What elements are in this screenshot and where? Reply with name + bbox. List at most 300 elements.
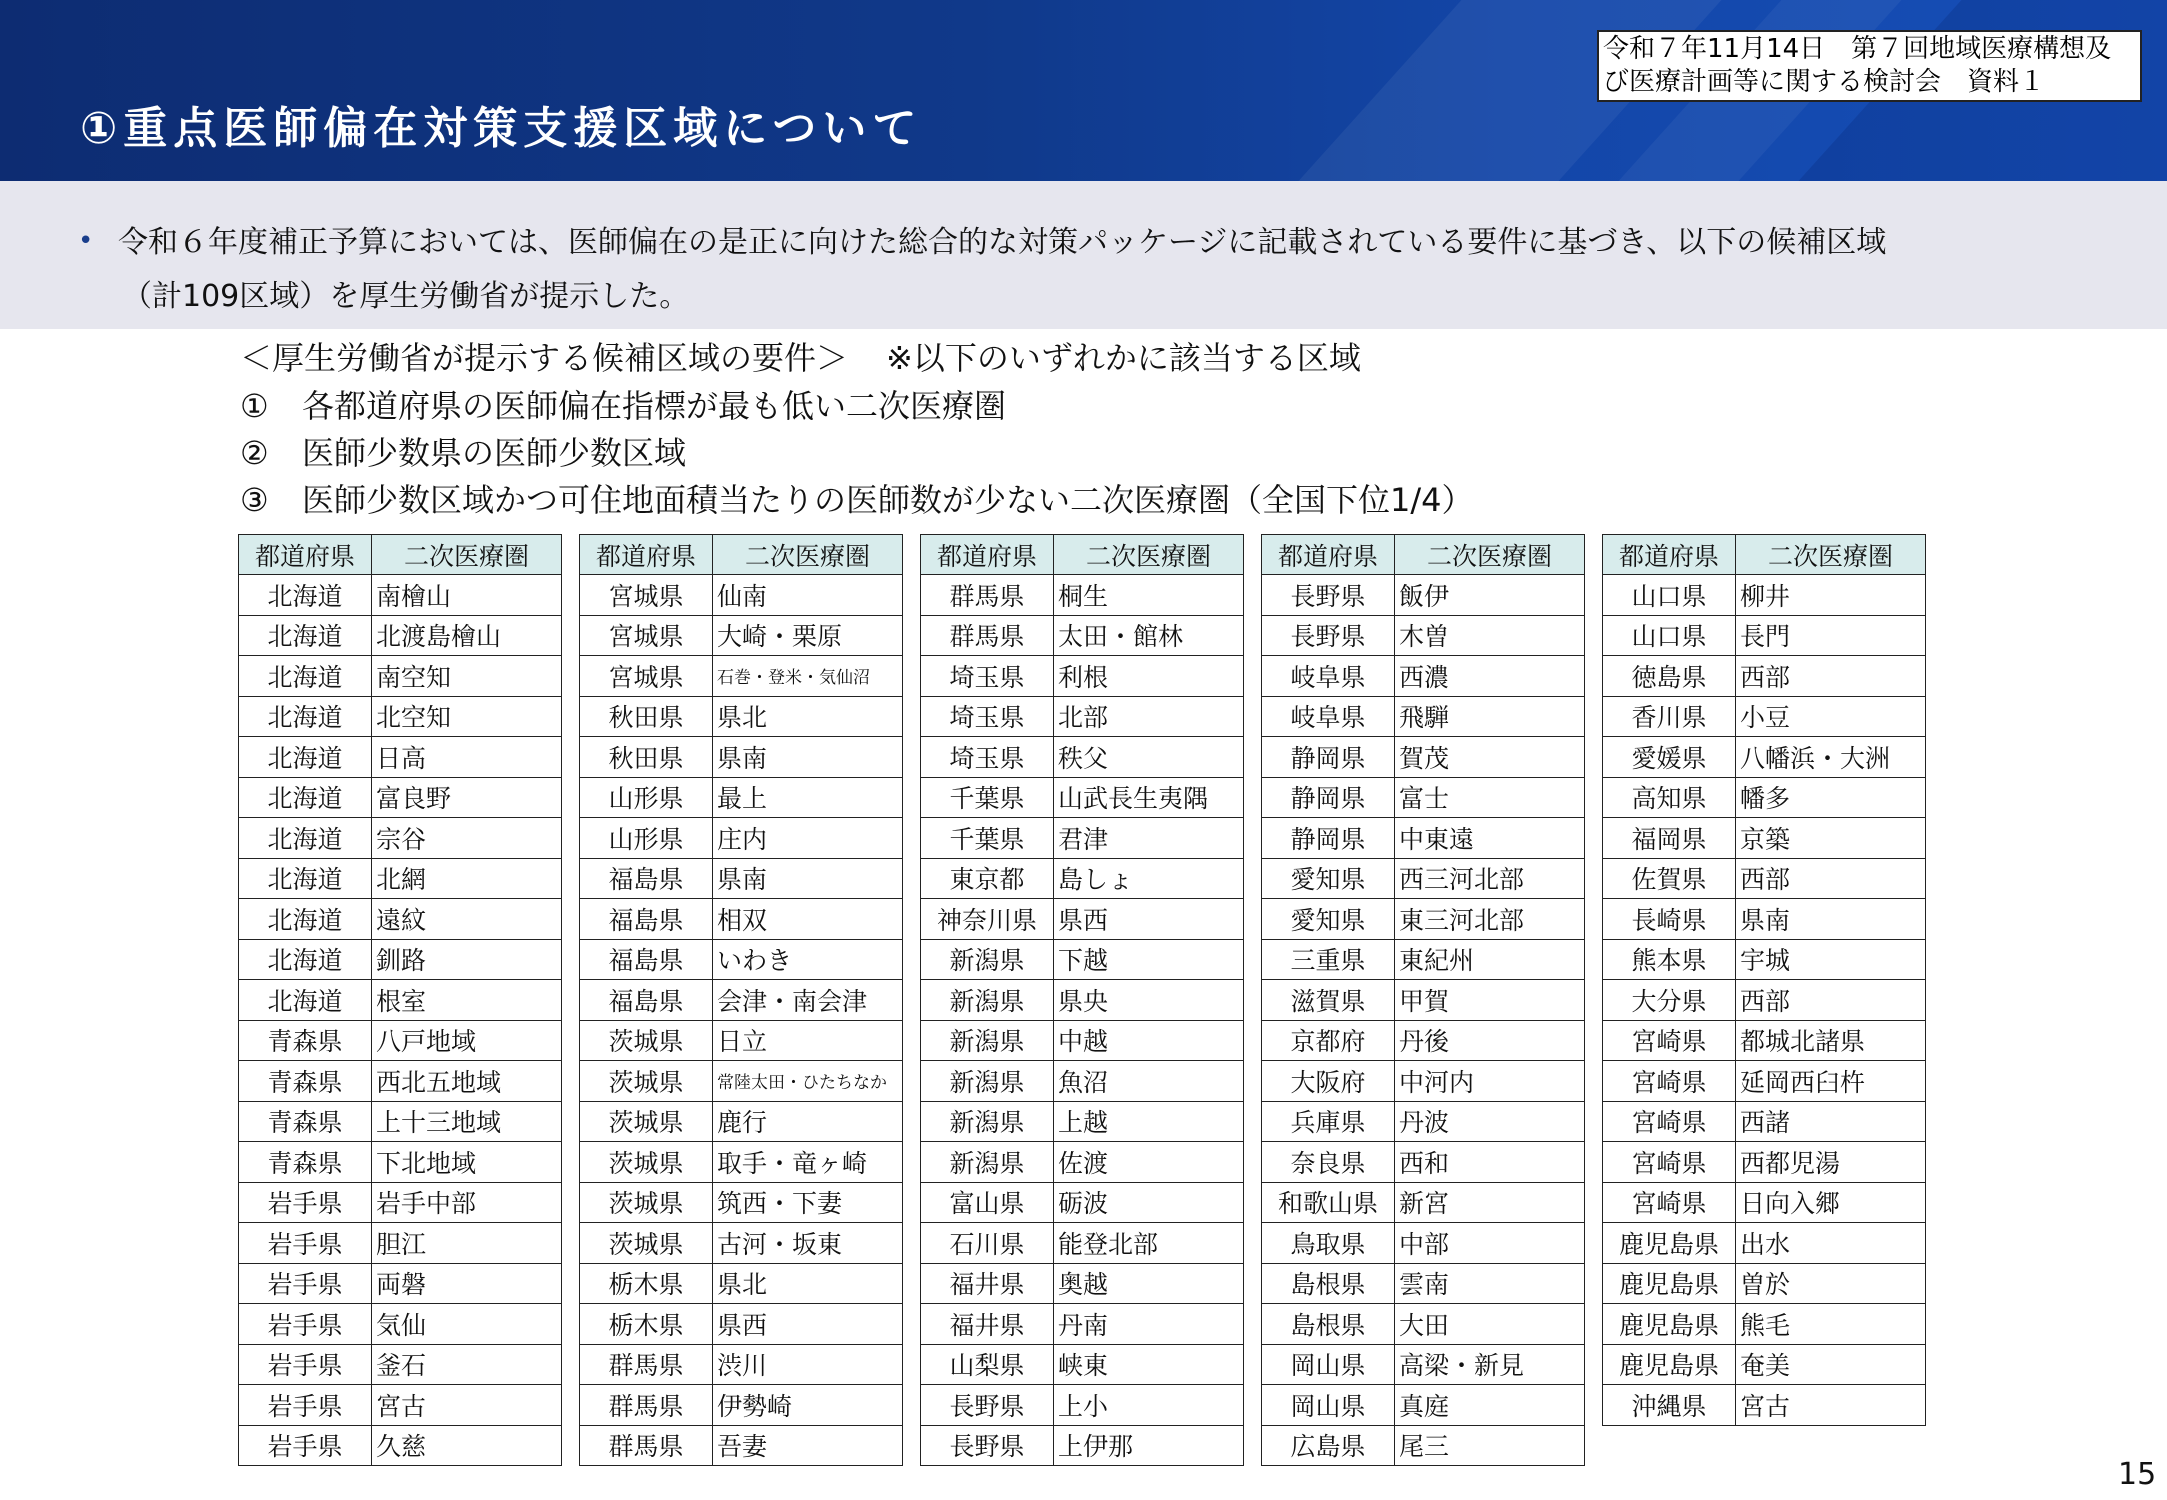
- criteria-number: ②: [240, 434, 269, 472]
- meeting-note-line: 令和７年11月14日 第７回地域医療構想及: [1603, 34, 2112, 64]
- area-cell: 渋川: [713, 1344, 903, 1385]
- prefecture-cell: 茨城県: [580, 1182, 713, 1223]
- area-cell: 下北地域: [372, 1142, 562, 1183]
- table-row: [1603, 1304, 1926, 1345]
- prefecture-cell: 北海道: [239, 858, 372, 899]
- table-row: [1603, 1385, 1926, 1426]
- table-row: [580, 575, 903, 616]
- table-row: [921, 615, 1244, 656]
- area-cell: 上十三地域: [372, 1101, 562, 1142]
- table-header-row: [921, 535, 1244, 575]
- area-cell: 八戸地域: [372, 1020, 562, 1061]
- table-row: [921, 737, 1244, 778]
- area-cell: 東紀州: [1395, 939, 1585, 980]
- prefecture-cell: 群馬県: [580, 1385, 713, 1426]
- table-row: [921, 980, 1244, 1021]
- area-cell: 能登北部: [1054, 1223, 1244, 1264]
- table-row: [580, 899, 903, 940]
- area-cell: 富士: [1395, 777, 1585, 818]
- prefecture-cell: 静岡県: [1262, 737, 1395, 778]
- prefecture-cell: 長崎県: [1603, 899, 1736, 940]
- area-cell: 最上: [713, 777, 903, 818]
- prefecture-cell: 滋賀県: [1262, 980, 1395, 1021]
- area-cell: 幡多: [1736, 777, 1926, 818]
- area-cell: 宮古: [372, 1385, 562, 1426]
- table-row: [1603, 1263, 1926, 1304]
- table-row: [1603, 737, 1926, 778]
- area-cell: 魚沼: [1054, 1061, 1244, 1102]
- area-cell: 古河・坂東: [713, 1223, 903, 1264]
- prefecture-cell: 熊本県: [1603, 939, 1736, 980]
- area-cell: 西北五地域: [372, 1061, 562, 1102]
- table-row: [239, 939, 562, 980]
- area-cell: 丹後: [1395, 1020, 1585, 1061]
- area-cell: 出水: [1736, 1223, 1926, 1264]
- criteria-note: ※以下のいずれかに該当する区域: [886, 339, 1361, 377]
- table-row: [1603, 939, 1926, 980]
- prefecture-cell: 栃木県: [580, 1304, 713, 1345]
- prefecture-cell: 埼玉県: [921, 737, 1054, 778]
- area-cell: 北空知: [372, 696, 562, 737]
- area-cell: 北渡島檜山: [372, 615, 562, 656]
- area-cell: 日高: [372, 737, 562, 778]
- prefecture-cell: 新潟県: [921, 980, 1054, 1021]
- table-row: [921, 1425, 1244, 1466]
- prefecture-cell: 静岡県: [1262, 818, 1395, 859]
- prefecture-cell: 広島県: [1262, 1425, 1395, 1466]
- prefecture-cell: 香川県: [1603, 696, 1736, 737]
- header-area: 二次医療圏: [713, 535, 903, 575]
- table-row: [580, 1344, 903, 1385]
- prefecture-cell: 宮崎県: [1603, 1061, 1736, 1102]
- area-cell: 北部: [1054, 696, 1244, 737]
- area-cell: 鹿行: [713, 1101, 903, 1142]
- table-row: [1603, 980, 1926, 1021]
- table-row: [921, 818, 1244, 859]
- area-cell: 柳井: [1736, 575, 1926, 616]
- area-cell: 県央: [1054, 980, 1244, 1021]
- prefecture-cell: 和歌山県: [1262, 1182, 1395, 1223]
- area-cell: 県西: [1054, 899, 1244, 940]
- prefecture-cell: 岩手県: [239, 1182, 372, 1223]
- table-row: [1262, 1344, 1585, 1385]
- prefecture-cell: 兵庫県: [1262, 1101, 1395, 1142]
- table-row: [921, 656, 1244, 697]
- prefecture-cell: 奈良県: [1262, 1142, 1395, 1183]
- prefecture-cell: 茨城県: [580, 1142, 713, 1183]
- prefecture-cell: 新潟県: [921, 1101, 1054, 1142]
- criteria-item: [240, 478, 1474, 522]
- table-header-row: [1262, 535, 1585, 575]
- prefecture-cell: 岐阜県: [1262, 656, 1395, 697]
- prefecture-cell: 新潟県: [921, 1020, 1054, 1061]
- area-cell: 両磐: [372, 1263, 562, 1304]
- area-cell: 上伊那: [1054, 1425, 1244, 1466]
- table-row: [1262, 615, 1585, 656]
- table-row: [580, 1142, 903, 1183]
- area-cell: 相双: [713, 899, 903, 940]
- area-cell: 北網: [372, 858, 562, 899]
- region-table: [1602, 534, 1926, 1426]
- prefecture-cell: 青森県: [239, 1101, 372, 1142]
- meeting-note: [1597, 30, 2142, 102]
- area-cell: 長門: [1736, 615, 1926, 656]
- prefecture-cell: 茨城県: [580, 1020, 713, 1061]
- area-cell: 桐生: [1054, 575, 1244, 616]
- table-row: [1262, 575, 1585, 616]
- prefecture-cell: 福井県: [921, 1263, 1054, 1304]
- prefecture-cell: 岡山県: [1262, 1385, 1395, 1426]
- area-cell: 都城北諸県: [1736, 1020, 1926, 1061]
- prefecture-cell: 秋田県: [580, 737, 713, 778]
- table-row: [921, 1263, 1244, 1304]
- table-row: [1603, 858, 1926, 899]
- table-row: [239, 1182, 562, 1223]
- header-area: 二次医療圏: [1054, 535, 1244, 575]
- table-row: [239, 980, 562, 1021]
- prefecture-cell: 福島県: [580, 939, 713, 980]
- area-cell: 飯伊: [1395, 575, 1585, 616]
- table-row: [1262, 696, 1585, 737]
- prefecture-cell: 岩手県: [239, 1304, 372, 1345]
- table-row: [1262, 656, 1585, 697]
- table-row: [580, 1223, 903, 1264]
- prefecture-cell: 愛知県: [1262, 899, 1395, 940]
- page-number: 15: [2118, 1457, 2157, 1492]
- area-cell: 宗谷: [372, 818, 562, 859]
- area-cell: 奄美: [1736, 1344, 1926, 1385]
- prefecture-cell: 茨城県: [580, 1101, 713, 1142]
- table-row: [239, 1061, 562, 1102]
- area-cell: 尾三: [1395, 1425, 1585, 1466]
- prefecture-cell: 長野県: [1262, 615, 1395, 656]
- table-row: [921, 1304, 1244, 1345]
- table-row: [239, 737, 562, 778]
- area-cell: 雲南: [1395, 1263, 1585, 1304]
- table-row: [921, 777, 1244, 818]
- prefecture-cell: 静岡県: [1262, 777, 1395, 818]
- area-cell: 東三河北部: [1395, 899, 1585, 940]
- prefecture-cell: 山口県: [1603, 615, 1736, 656]
- table-row: [1262, 1142, 1585, 1183]
- prefecture-cell: 山形県: [580, 777, 713, 818]
- prefecture-cell: 島根県: [1262, 1263, 1395, 1304]
- prefecture-cell: 愛知県: [1262, 858, 1395, 899]
- table-row: [921, 1020, 1244, 1061]
- area-cell: 八幡浜・大洲: [1736, 737, 1926, 778]
- area-cell: 太田・館林: [1054, 615, 1244, 656]
- prefecture-cell: 鹿児島県: [1603, 1223, 1736, 1264]
- area-cell: 真庭: [1395, 1385, 1585, 1426]
- area-cell: 佐渡: [1054, 1142, 1244, 1183]
- table-row: [1262, 737, 1585, 778]
- prefecture-cell: 岩手県: [239, 1425, 372, 1466]
- area-cell: 西和: [1395, 1142, 1585, 1183]
- header-area: 二次医療圏: [1395, 535, 1585, 575]
- prefecture-cell: 愛媛県: [1603, 737, 1736, 778]
- table-row: [580, 980, 903, 1021]
- table-row: [239, 615, 562, 656]
- area-cell: 遠紋: [372, 899, 562, 940]
- prefecture-cell: 石川県: [921, 1223, 1054, 1264]
- area-cell: 南檜山: [372, 575, 562, 616]
- table-row: [1603, 1182, 1926, 1223]
- area-cell: 筑西・下妻: [713, 1182, 903, 1223]
- area-cell: 砺波: [1054, 1182, 1244, 1223]
- prefecture-cell: 福岡県: [1603, 818, 1736, 859]
- area-cell: 吾妻: [713, 1425, 903, 1466]
- prefecture-cell: 大阪府: [1262, 1061, 1395, 1102]
- prefecture-cell: 北海道: [239, 696, 372, 737]
- table-row: [239, 696, 562, 737]
- prefecture-cell: 東京都: [921, 858, 1054, 899]
- prefecture-cell: 徳島県: [1603, 656, 1736, 697]
- area-cell: 胆江: [372, 1223, 562, 1264]
- table-row: [1262, 1223, 1585, 1264]
- prefecture-cell: 栃木県: [580, 1263, 713, 1304]
- prefecture-cell: 岩手県: [239, 1385, 372, 1426]
- prefecture-cell: 宮崎県: [1603, 1101, 1736, 1142]
- prefecture-cell: 青森県: [239, 1142, 372, 1183]
- table-row: [239, 858, 562, 899]
- prefecture-cell: 長野県: [1262, 575, 1395, 616]
- table-row: [239, 1344, 562, 1385]
- prefecture-cell: 大分県: [1603, 980, 1736, 1021]
- table-row: [580, 1385, 903, 1426]
- region-table: [1261, 534, 1585, 1466]
- page-title: ①重点医師偏在対策支援区域について: [80, 103, 923, 154]
- area-cell: 伊勢崎: [713, 1385, 903, 1426]
- area-cell: 常陸太田・ひたちなか: [713, 1061, 903, 1102]
- area-cell: 中河内: [1395, 1061, 1585, 1102]
- area-cell: 中部: [1395, 1223, 1585, 1264]
- area-cell: 県北: [713, 1263, 903, 1304]
- criteria-number: ①: [240, 387, 269, 425]
- prefecture-cell: 青森県: [239, 1020, 372, 1061]
- table-row: [580, 1020, 903, 1061]
- table-row: [239, 1101, 562, 1142]
- prefecture-cell: 岩手県: [239, 1223, 372, 1264]
- meeting-note-line: び医療計画等に関する検討会 資料１: [1603, 67, 2046, 97]
- prefecture-cell: 鹿児島県: [1603, 1344, 1736, 1385]
- table-row: [580, 818, 903, 859]
- area-cell: 奥越: [1054, 1263, 1244, 1304]
- table-row: [239, 1385, 562, 1426]
- table-row: [580, 656, 903, 697]
- area-cell: 県南: [713, 858, 903, 899]
- prefecture-cell: 京都府: [1262, 1020, 1395, 1061]
- table-row: [1262, 1020, 1585, 1061]
- area-cell: 君津: [1054, 818, 1244, 859]
- prefecture-cell: 北海道: [239, 575, 372, 616]
- prefecture-cell: 沖縄県: [1603, 1385, 1736, 1426]
- area-cell: 県南: [713, 737, 903, 778]
- criteria-item: [240, 431, 686, 475]
- prefecture-cell: 佐賀県: [1603, 858, 1736, 899]
- table-header-row: [1603, 535, 1926, 575]
- area-cell: 丹波: [1395, 1101, 1585, 1142]
- table-row: [239, 575, 562, 616]
- header-prefecture: 都道府県: [921, 535, 1054, 575]
- area-cell: 上越: [1054, 1101, 1244, 1142]
- prefecture-cell: 北海道: [239, 818, 372, 859]
- area-cell: 秩父: [1054, 737, 1244, 778]
- area-cell: 久慈: [372, 1425, 562, 1466]
- area-cell: 仙南: [713, 575, 903, 616]
- table-row: [580, 1182, 903, 1223]
- table-row: [580, 1061, 903, 1102]
- area-cell: 上小: [1054, 1385, 1244, 1426]
- prefecture-cell: 長野県: [921, 1425, 1054, 1466]
- area-cell: 宇城: [1736, 939, 1926, 980]
- prefecture-cell: 埼玉県: [921, 656, 1054, 697]
- prefecture-cell: 北海道: [239, 737, 372, 778]
- criteria-title: ＜厚生労働省が提示する候補区域の要件＞: [240, 339, 849, 377]
- table-row: [239, 1142, 562, 1183]
- area-cell: 会津・南会津: [713, 980, 903, 1021]
- prefecture-cell: 岐阜県: [1262, 696, 1395, 737]
- prefecture-cell: 群馬県: [580, 1425, 713, 1466]
- area-cell: 県西: [713, 1304, 903, 1345]
- prefecture-cell: 北海道: [239, 980, 372, 1021]
- area-cell: 大崎・栗原: [713, 615, 903, 656]
- table-row: [1262, 1425, 1585, 1466]
- table-row: [580, 1101, 903, 1142]
- area-cell: 島しょ: [1054, 858, 1244, 899]
- table-row: [1603, 656, 1926, 697]
- table-row: [1262, 818, 1585, 859]
- prefecture-cell: 茨城県: [580, 1223, 713, 1264]
- area-cell: 甲賀: [1395, 980, 1585, 1021]
- prefecture-cell: 三重県: [1262, 939, 1395, 980]
- area-cell: 高梁・新見: [1395, 1344, 1585, 1385]
- prefecture-cell: 高知県: [1603, 777, 1736, 818]
- area-cell: 中東遠: [1395, 818, 1585, 859]
- area-cell: 気仙: [372, 1304, 562, 1345]
- table-row: [1262, 899, 1585, 940]
- table-row: [1603, 818, 1926, 859]
- area-cell: 西部: [1736, 858, 1926, 899]
- prefecture-cell: 島根県: [1262, 1304, 1395, 1345]
- prefecture-cell: 茨城県: [580, 1061, 713, 1102]
- prefecture-cell: 山形県: [580, 818, 713, 859]
- prefecture-cell: 福井県: [921, 1304, 1054, 1345]
- criteria-text: 各都道府県の医師偏在指標が最も低い二次医療圏: [302, 387, 1007, 425]
- area-cell: 岩手中部: [372, 1182, 562, 1223]
- prefecture-cell: 岩手県: [239, 1344, 372, 1385]
- table-row: [1262, 1101, 1585, 1142]
- prefecture-cell: 北海道: [239, 777, 372, 818]
- table-row: [239, 1223, 562, 1264]
- criteria-number: ③: [240, 481, 269, 519]
- area-cell: 西三河北部: [1395, 858, 1585, 899]
- area-cell: 西諸: [1736, 1101, 1926, 1142]
- region-table: [920, 534, 1244, 1466]
- table-row: [239, 1263, 562, 1304]
- table-row: [1603, 1223, 1926, 1264]
- summary-line: 令和６年度補正予算においては、医師偏在の是正に向けた総合的な対策パッケージに記載されている要件に基づき、以下の候補区域: [118, 225, 1887, 260]
- header-prefecture: 都道府県: [580, 535, 713, 575]
- prefecture-cell: 岩手県: [239, 1263, 372, 1304]
- criteria-text: 医師少数県の医師少数区域: [302, 434, 687, 472]
- prefecture-cell: 北海道: [239, 939, 372, 980]
- prefecture-cell: 山口県: [1603, 575, 1736, 616]
- prefecture-cell: 北海道: [239, 656, 372, 697]
- bullet-icon: •: [78, 226, 94, 256]
- prefecture-cell: 福島県: [580, 899, 713, 940]
- area-cell: 西部: [1736, 656, 1926, 697]
- area-cell: 木曽: [1395, 615, 1585, 656]
- criteria-item: [240, 384, 1006, 428]
- area-cell: 根室: [372, 980, 562, 1021]
- table-row: [1603, 696, 1926, 737]
- area-cell: 石巻・登米・気仙沼: [713, 656, 903, 697]
- table-row: [580, 858, 903, 899]
- prefecture-cell: 神奈川県: [921, 899, 1054, 940]
- prefecture-cell: 富山県: [921, 1182, 1054, 1223]
- area-cell: 釧路: [372, 939, 562, 980]
- table-row: [580, 939, 903, 980]
- area-cell: 小豆: [1736, 696, 1926, 737]
- prefecture-cell: 新潟県: [921, 1061, 1054, 1102]
- table-row: [1262, 1061, 1585, 1102]
- table-row: [239, 1304, 562, 1345]
- prefecture-cell: 群馬県: [921, 615, 1054, 656]
- prefecture-cell: 北海道: [239, 899, 372, 940]
- area-cell: 中越: [1054, 1020, 1244, 1061]
- prefecture-cell: 宮城県: [580, 615, 713, 656]
- table-row: [580, 1304, 903, 1345]
- area-cell: 熊毛: [1736, 1304, 1926, 1345]
- table-row: [1262, 1385, 1585, 1426]
- summary-text: [118, 216, 2118, 324]
- table-row: [239, 1425, 562, 1466]
- table-row: [1603, 899, 1926, 940]
- area-cell: 県南: [1736, 899, 1926, 940]
- table-row: [1262, 777, 1585, 818]
- prefecture-cell: 宮崎県: [1603, 1020, 1736, 1061]
- table-header-row: [580, 535, 903, 575]
- prefecture-cell: 福島県: [580, 858, 713, 899]
- prefecture-cell: 新潟県: [921, 1142, 1054, 1183]
- area-cell: 日立: [713, 1020, 903, 1061]
- region-table: [579, 534, 903, 1466]
- table-row: [921, 1182, 1244, 1223]
- prefecture-cell: 岡山県: [1262, 1344, 1395, 1385]
- prefecture-cell: 秋田県: [580, 696, 713, 737]
- prefecture-cell: 千葉県: [921, 777, 1054, 818]
- prefecture-cell: 青森県: [239, 1061, 372, 1102]
- prefecture-cell: 宮城県: [580, 575, 713, 616]
- area-cell: 下越: [1054, 939, 1244, 980]
- area-cell: 宮古: [1736, 1385, 1926, 1426]
- area-cell: 日向入郷: [1736, 1182, 1926, 1223]
- table-row: [921, 939, 1244, 980]
- table-header-row: [239, 535, 562, 575]
- table-row: [1603, 777, 1926, 818]
- table-row: [1262, 1182, 1585, 1223]
- table-row: [921, 1101, 1244, 1142]
- table-row: [580, 777, 903, 818]
- area-cell: 南空知: [372, 656, 562, 697]
- prefecture-cell: 山梨県: [921, 1344, 1054, 1385]
- area-cell: 山武長生夷隅: [1054, 777, 1244, 818]
- area-cell: 西都児湯: [1736, 1142, 1926, 1183]
- area-cell: 新宮: [1395, 1182, 1585, 1223]
- table-row: [1603, 615, 1926, 656]
- region-table: [238, 534, 562, 1466]
- table-row: [1603, 575, 1926, 616]
